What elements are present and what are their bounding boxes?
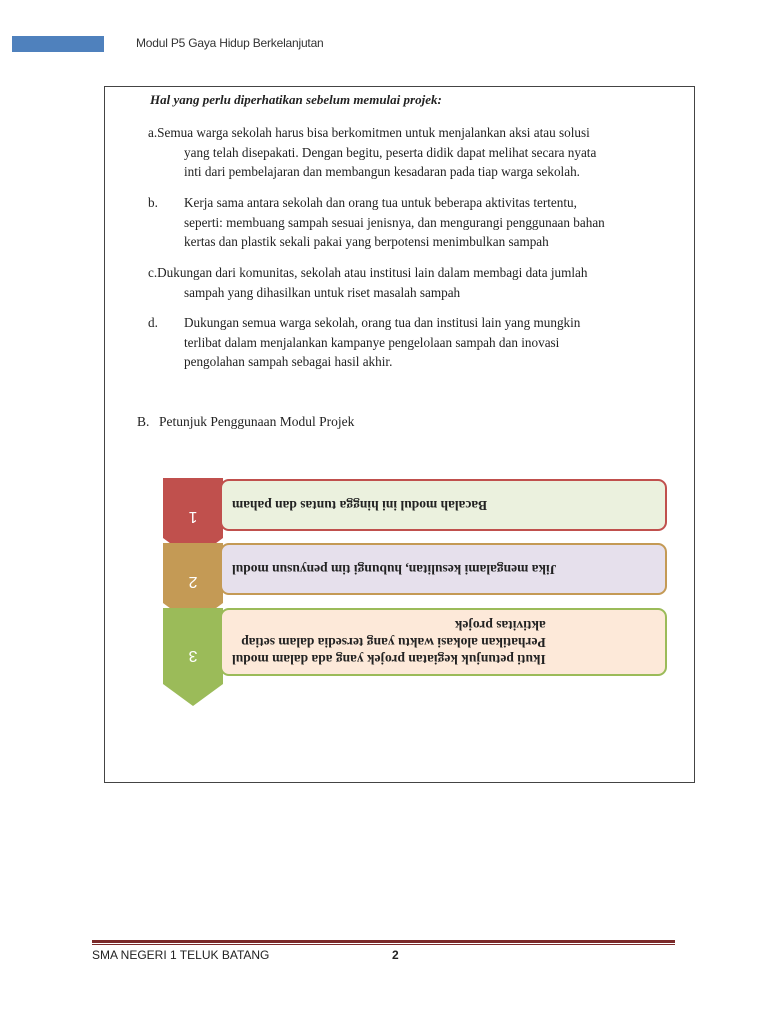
item-line: pengolahan sampah sebagai hasil akhir. (184, 354, 393, 369)
step-text: Perhatikan alokasi waktu yang tersedia dalam setiap (241, 634, 546, 650)
prerequisites-heading: Hal yang perlu diperhatikan sebelum memulai projek: (150, 92, 442, 107)
step-text: Jika mengalami kesulitan, hubungi tim penyusun modul (232, 561, 557, 577)
item-line: Kerja sama antara sekolah dan orang tua untuk beberapa aktivitas tertentu, (184, 195, 577, 210)
step-number-3: 3 (188, 647, 198, 664)
footer-rule (92, 940, 675, 943)
step-box-2 (220, 543, 667, 595)
item-line: Dukungan semua warga sekolah, orang tua dan institusi lain yang mungkin (184, 315, 581, 330)
item-marker: a. (148, 125, 158, 140)
item-line: Semua warga sekolah harus bisa berkomitmen untuk menjalankan aksi atau solusi (157, 125, 590, 140)
step-text: Ikuti petunjuk kegiatan projek yang ada dalam modul (232, 651, 546, 667)
item-line: inti dari pembelajaran dan membangun kesadaran pada tiap warga sekolah. (184, 164, 580, 179)
item-line: seperti: membuang sampah sesuai jenisnya, dan mengurangi penggunaan bahan (184, 214, 605, 230)
step-box-1 (220, 479, 667, 531)
section-marker: B. (137, 414, 150, 429)
step-text: Bacalah modul ini hingga tuntas dan paham (232, 497, 488, 513)
item-marker: c. (148, 265, 158, 280)
item-line: sampah yang dihasilkan untuk riset masalah sampah (184, 284, 461, 300)
item-line: kertas dan plastik sekali pakai yang berpotensi menimbulkan sampah (184, 234, 549, 249)
item-marker: d. (148, 315, 158, 330)
step-number-1: 1 (188, 508, 198, 525)
item-marker: b. (148, 195, 158, 210)
item-line: Dukungan dari komunitas, sekolah atau institusi lain dalam membagi data jumlah (157, 265, 588, 280)
item-line: yang telah disepakati. Dengan begitu, peserta didik dapat melihat secara nyata (184, 144, 597, 160)
step-number-2: 2 (188, 573, 198, 590)
footer-school: SMA NEGERI 1 TELUK BATANG (92, 948, 270, 962)
footer-rule-thin (92, 944, 675, 945)
section-title: Petunjuk Penggunaan Modul Projek (159, 414, 355, 429)
header-title: Modul P5 Gaya Hidup Berkelanjutan (136, 36, 324, 50)
step-text: aktivitas projek (454, 617, 546, 633)
page-number: 2 (392, 948, 399, 962)
item-line: terlibat dalam menjalankan kampanye pengelolaan sampah dan inovasi (184, 334, 560, 350)
step-box-3 (220, 608, 667, 676)
